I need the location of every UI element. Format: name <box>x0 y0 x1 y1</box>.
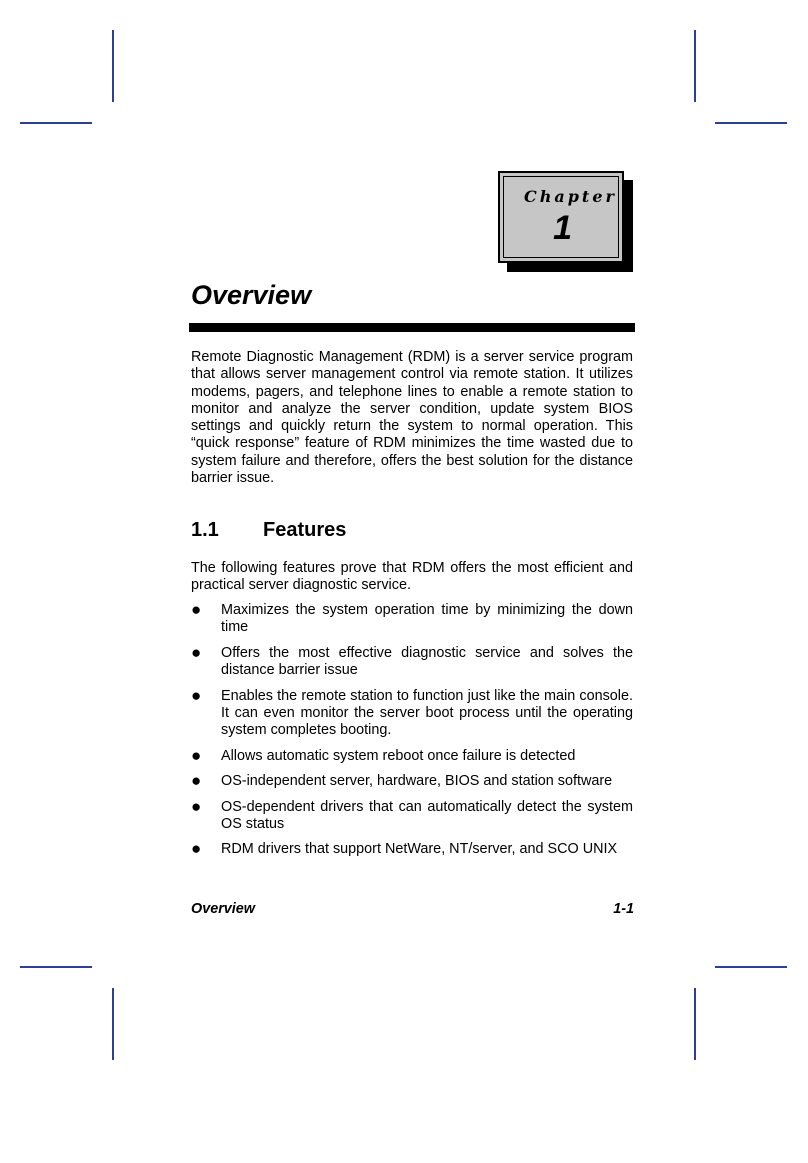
crop-mark-top-right-vertical <box>694 30 696 102</box>
intro-paragraph: Remote Diagnostic Management (RDM) is a server service program that allows server management control via remote station. It utilizes modems, pagers, and telephone lines to enable a remote station to monitor and analyze the server condition, update system BIOS settings and quickly return the system to normal operation. This “quick response” feature of RDM minimizes the time wasted due to system failure and therefore, offers the best solution for the distance barrier issue. <box>191 349 633 487</box>
list-item <box>191 796 633 834</box>
section-title: Features <box>263 519 347 541</box>
bullet-icon: ● <box>191 600 202 619</box>
feature-text: OS-independent server, hardware, BIOS and station software <box>221 773 613 790</box>
feature-text: Offers the most effective diagnostic service and solves the distance barrier issue <box>221 644 633 679</box>
feature-text: RDM drivers that support NetWare, NT/server, and SCO UNIX <box>221 841 618 858</box>
feature-text: Maximizes the system operation time by minimizing the down time <box>221 602 633 636</box>
section-heading <box>191 519 346 542</box>
list-item <box>191 685 633 740</box>
bullet-icon: ● <box>191 796 202 816</box>
features-intro: The following features prove that RDM offers the most efficient and practical server diagnostic service. <box>191 560 633 594</box>
crop-mark-bottom-right-horizontal <box>715 966 787 968</box>
bullet-icon: ● <box>191 839 202 859</box>
list-item <box>191 841 633 858</box>
feature-text: Allows automatic system reboot once failure is detected <box>221 747 576 764</box>
bullet-icon: ● <box>191 642 202 662</box>
bullet-icon: ● <box>191 685 202 705</box>
crop-mark-top-right-horizontal <box>715 122 787 124</box>
list-item <box>191 642 633 680</box>
feature-text: OS-dependent drivers that can automatically detect the system OS status <box>221 798 633 832</box>
crop-mark-top-left-horizontal <box>20 122 92 124</box>
page-title: Overview <box>191 280 312 310</box>
page-number: 1-1 <box>613 901 634 917</box>
footer-title: Overview <box>191 901 255 917</box>
crop-mark-top-left-vertical <box>112 30 114 102</box>
features-list <box>191 602 633 867</box>
chapter-number: 1 <box>553 209 572 247</box>
list-item <box>191 602 633 637</box>
bullet-icon: ● <box>191 771 202 791</box>
feature-text: Enables the remote station to function just like the main console. It can even monitor the server boot process until the operating system completes booting. <box>221 687 633 739</box>
list-item <box>191 745 633 765</box>
crop-mark-bottom-right-vertical <box>694 988 696 1060</box>
chapter-label: Chapter <box>524 187 617 206</box>
crop-mark-bottom-left-horizontal <box>20 966 92 968</box>
list-item <box>191 773 633 790</box>
section-number: 1.1 <box>191 519 219 541</box>
crop-mark-bottom-left-vertical <box>112 988 114 1060</box>
chapter-badge <box>498 171 624 263</box>
bullet-icon: ● <box>191 745 202 765</box>
title-rule <box>189 323 635 332</box>
